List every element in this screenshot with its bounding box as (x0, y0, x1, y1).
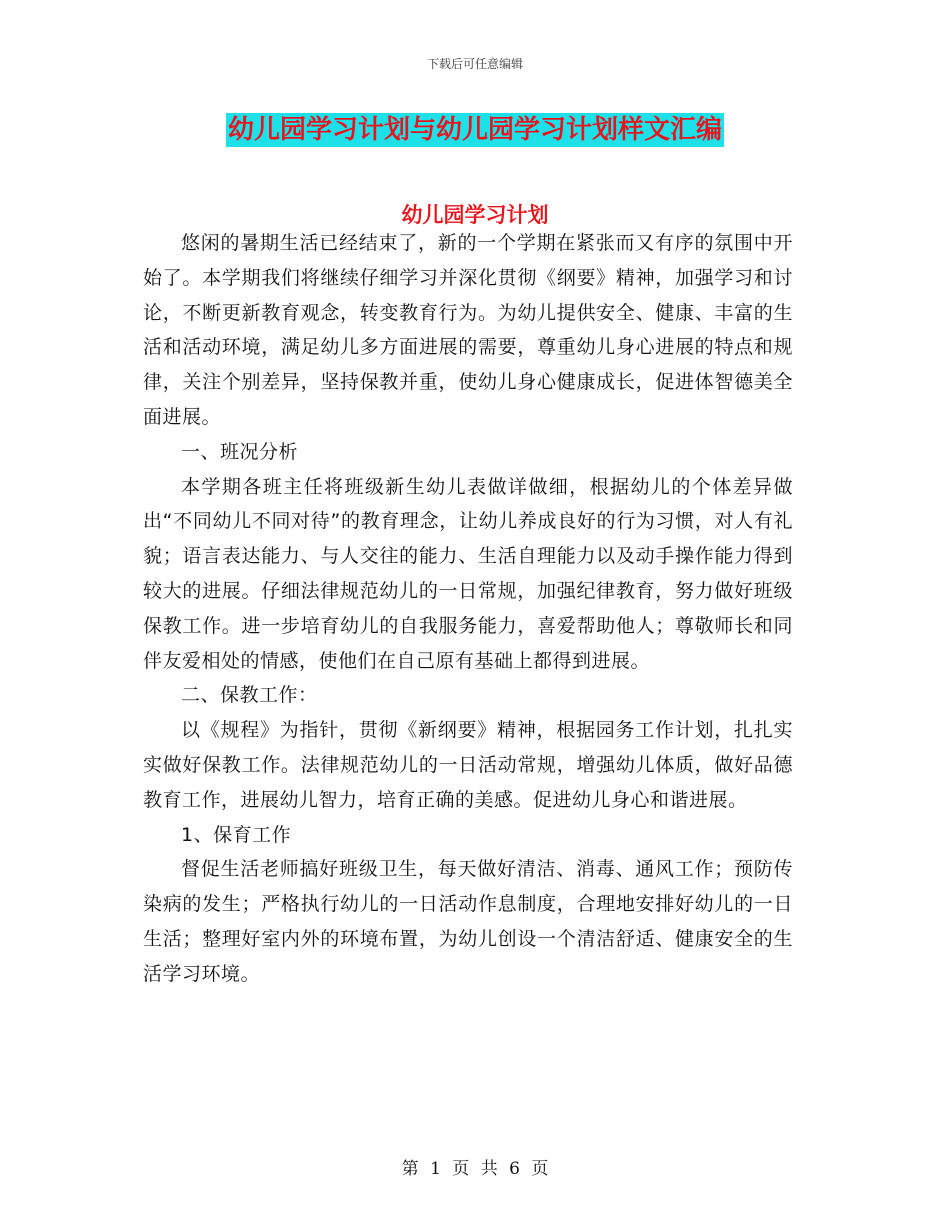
section-title: 幼儿园学习计划 (401, 203, 549, 227)
heading-childcare: 1、保育工作 (181, 823, 292, 846)
heading-class-analysis: 一、班况分析 (181, 440, 299, 463)
heading-care-education: 二、保教工作： (181, 684, 318, 707)
title-wrap (0, 113, 950, 147)
page-number: 第 1 页 共 6 页 (401, 1159, 549, 1179)
paragraph-care-education: 以《规程》为指针，贯彻《新纲要》精神，根据园务工作计划，扎扎实实做好保教工作。法律规范幼儿的一日活动常规，增强幼儿体质，做好品德教育工作，进展幼儿智力，培育正确的美感。促进幼儿身心和谐进展。 (143, 719, 793, 811)
body-text (143, 226, 793, 992)
paragraph-childcare: 督促生活老师搞好班级卫生，每天做好清洁、消毒、通风工作；预防传染病的发生；严格执行幼儿的一日活动作息制度，合理地安排好幼儿的一日生活；整理好室内外的环境布置，为幼儿创设一个清洁舒适、健康安全的生活学习环境。 (143, 858, 793, 985)
page-header-note: 下载后可任意编辑 (426, 57, 523, 71)
paragraph-class-analysis: 本学期各班主任将班级新生幼儿表做详做细，根据幼儿的个体差异做出“不同幼儿不同对待”的教育理念，让幼儿养成良好的行为习惯，对人有礼貌；语言表达能力、与人交往的能力、生活自理能力以及动手操作能力得到较大的进展。仔细法律规范幼儿的一日常规，加强纪律教育，努力做好班级保教工作。进一步培育幼儿的自我服务能力，喜爱帮助他人；尊敬师长和同伴友爱相处的情感，使他们在自己原有基础上都得到进展。 (143, 475, 793, 672)
document-title: 幼儿园学习计划与幼儿园学习计划样文汇编 (227, 115, 722, 145)
paragraph-intro: 悠闲的暑期生活已经结束了，新的一个学期在紧张而又有序的氛围中开始了。本学期我们将继续仔细学习并深化贯彻《纲要》精神，加强学习和讨论，不断更新教育观念，转变教育行为。为幼儿提供安全、健康、丰富的生活和活动环境，满足幼儿多方面进展的需要，尊重幼儿身心进展的特点和规律，关注个别差异，坚持保教并重，使幼儿身心健康成长，促进体智德美全面进展。 (143, 232, 793, 428)
